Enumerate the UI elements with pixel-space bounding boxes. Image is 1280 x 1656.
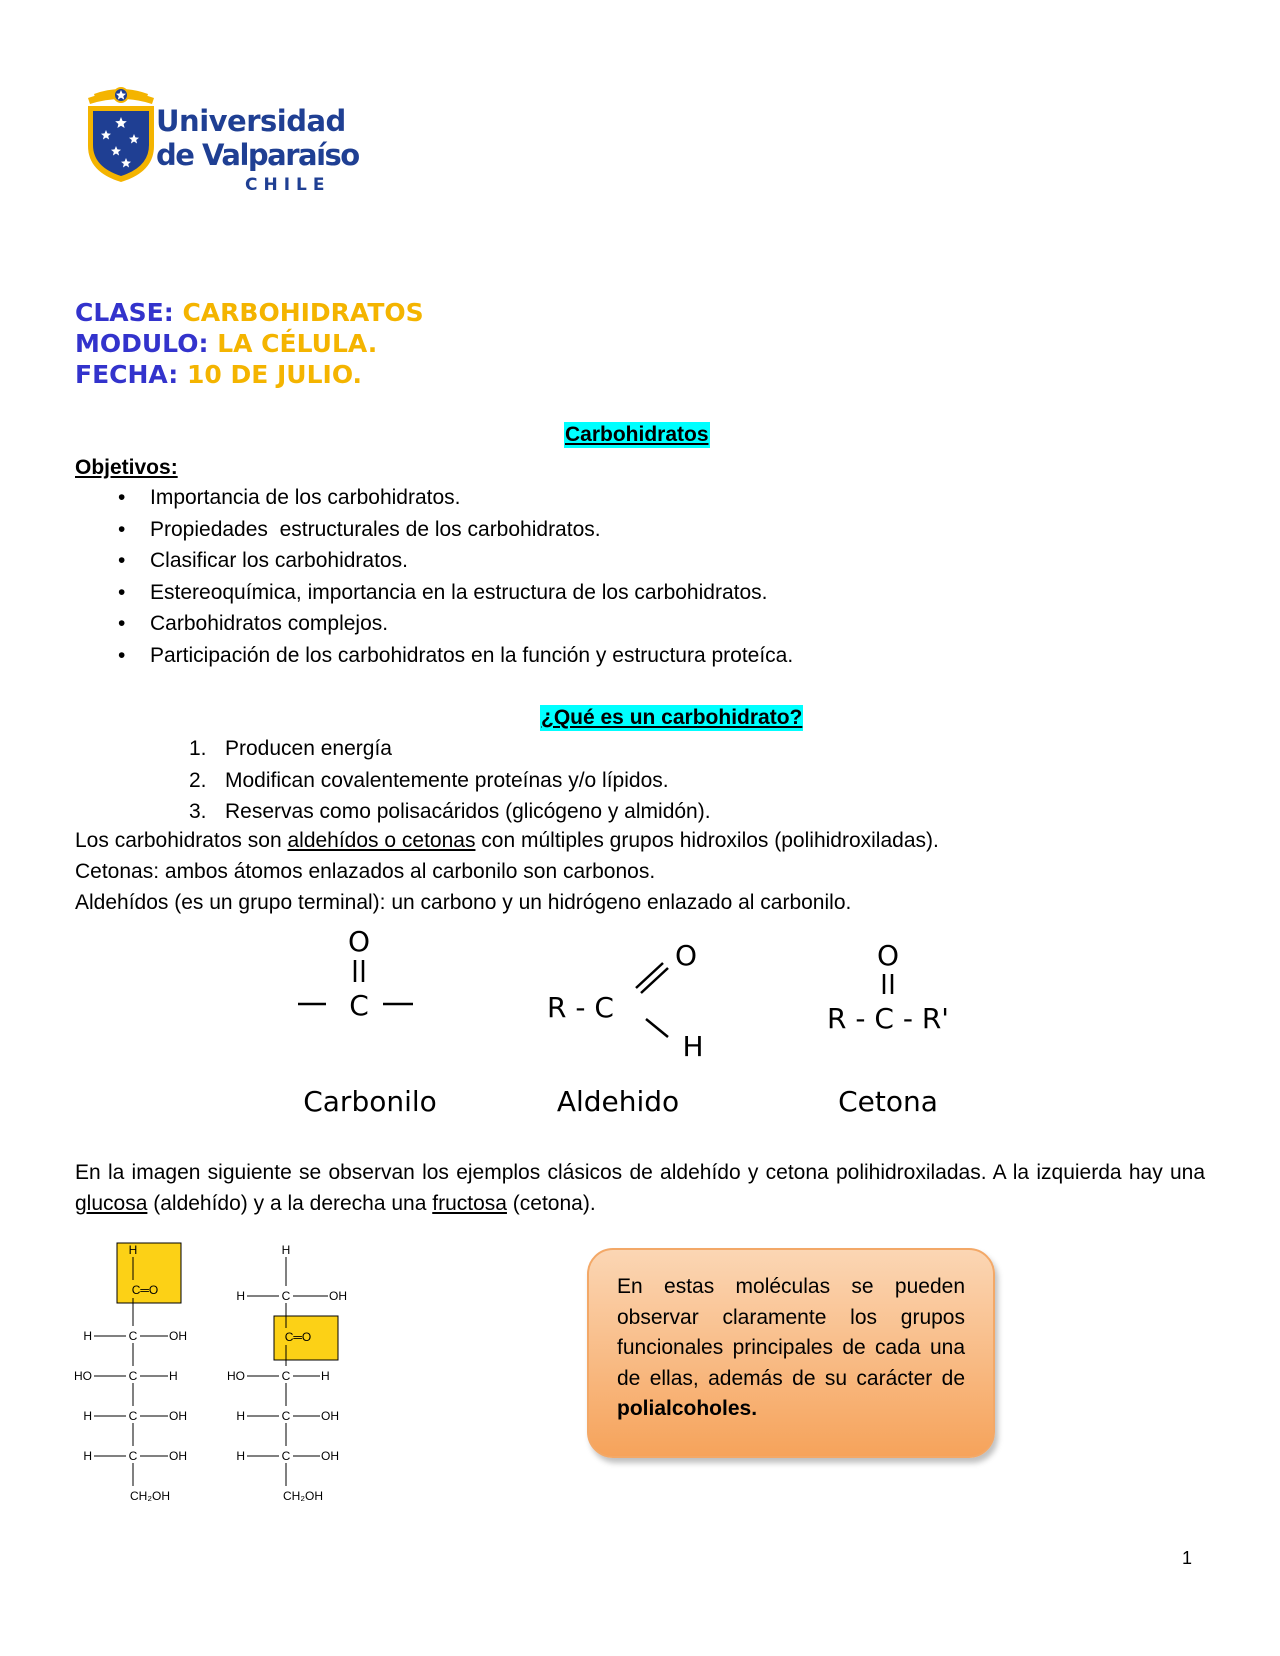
section-title-carbohidratos: Carbohidratos [565,423,709,446]
svg-text:C═O: C═O [131,1283,159,1297]
function-item: 1. Producen energía [189,737,392,760]
logo-text-valparaiso: de Valparaíso [156,138,359,172]
svg-text:H: H [83,1329,92,1343]
header-clase [75,297,424,328]
svg-text:OH: OH [321,1409,339,1423]
objectives-heading: Objetivos: [75,456,178,479]
svg-text:C: C [281,1449,291,1463]
carbonilo-carbon: C [349,989,369,1022]
objective-item: • Estereoquímica, importancia en la estructura de los carbohidratos. [118,580,768,604]
cetona-rcr: R - C - R' [827,1002,949,1035]
paragraph-aldehidos: Aldehídos (es un grupo terminal): un carbono y un hidrógeno enlazado al carbonilo. [75,891,852,914]
svg-text:OH: OH [169,1409,187,1423]
svg-text:C: C [128,1329,138,1343]
objective-item: • Participación de los carbohidratos en la función y estructura proteíca. [118,643,794,667]
fecha-label: FECHA: [75,360,179,389]
clase-label: CLASE: [75,298,174,327]
logo-text-chile: CHILE [245,175,331,195]
svg-text:HO: HO [227,1369,245,1383]
aldehido-label: Aldehido [556,1085,680,1115]
functional-groups-diagram [0,915,1280,1115]
svg-text:H: H [236,1449,245,1463]
functions-list [189,733,711,828]
objective-item: • Importancia de los carbohidratos. [118,486,461,509]
svg-text:H: H [169,1369,178,1383]
svg-text:OH: OH [329,1289,347,1303]
header-modulo [75,328,377,359]
cetona-label: Cetona [838,1085,938,1115]
page-number: 1 [1182,1548,1193,1568]
function-item: 3. Reservas como polisacáridos (glicógeno y almidón). [189,800,711,823]
section-title-que-es: ¿Qué es un carbohidrato? [541,706,803,729]
university-crest-logo [86,84,156,184]
paragraph-definition: Los carbohidratos son aldehídos o cetonas con múltiples grupos hidroxilos (polihidroxiladas). [75,829,939,852]
logo-text-universidad: Universidad [156,104,346,138]
svg-text:OH: OH [169,1329,187,1343]
aldehido-hydrogen: H [682,1030,704,1063]
svg-text:H: H [321,1369,330,1383]
svg-text:HO: HO [74,1369,92,1383]
svg-text:C: C [128,1449,138,1463]
cetona-oxygen: O [876,939,900,972]
objective-item: • Propiedades estructurales de los carbohidratos. [118,517,601,541]
svg-text:C: C [281,1289,291,1303]
svg-text:OH: OH [321,1449,339,1463]
objectives-list [118,482,794,671]
svg-text:H: H [236,1289,245,1303]
function-item: 2. Modifican covalentemente proteínas y/o lípidos. [189,768,669,792]
svg-text:H: H [236,1409,245,1423]
svg-text:H: H [83,1449,92,1463]
clase-value: CARBOHIDRATOS [182,298,424,327]
svg-text:C: C [281,1409,291,1423]
header-fecha [75,359,362,390]
svg-text:H: H [83,1409,92,1423]
callout-box: En estas moléculas se pueden observar claramente los grupos funcionales principales de cada una de ellas, además de su carácter de polialcoholes. [587,1248,995,1458]
svg-text:CH₂OH: CH₂OH [283,1489,323,1503]
carbonilo-label: Carbonilo [303,1085,437,1115]
svg-text:CH₂OH: CH₂OH [130,1489,170,1503]
modulo-label: MODULO: [75,329,209,358]
svg-text:C: C [281,1369,291,1383]
aldehido-oxygen: O [674,939,698,972]
objective-item: • Carbohidratos complejos. [118,612,389,635]
svg-text:OH: OH [169,1449,187,1463]
objective-item: • Clasificar los carbohidratos. [118,549,408,572]
fructose-structure [227,1243,347,1503]
carbonilo-oxygen: O [347,925,371,958]
svg-text:H: H [128,1243,138,1257]
svg-text:C═O: C═O [284,1330,312,1344]
svg-text:C: C [128,1369,138,1383]
svg-text:C: C [128,1409,138,1423]
paragraph-images: En la imagen siguiente se observan los ejemplos clásicos de aldehído y cetona polihidroxiladas. A la izquierda hay una glucosa (aldehído) y a la derecha una fructosa (cetona). [75,1161,1205,1215]
modulo-value: LA CÉLULA. [217,329,378,358]
svg-text:H: H [281,1243,291,1257]
paragraph-cetonas: Cetonas: ambos átomos enlazados al carbonilo son carbonos. [75,860,656,883]
glucose-fructose-structures [70,1240,470,1510]
aldehido-rc: R - C [547,991,614,1024]
fecha-value: 10 DE JULIO. [186,360,363,389]
glucose-structure [74,1243,187,1503]
